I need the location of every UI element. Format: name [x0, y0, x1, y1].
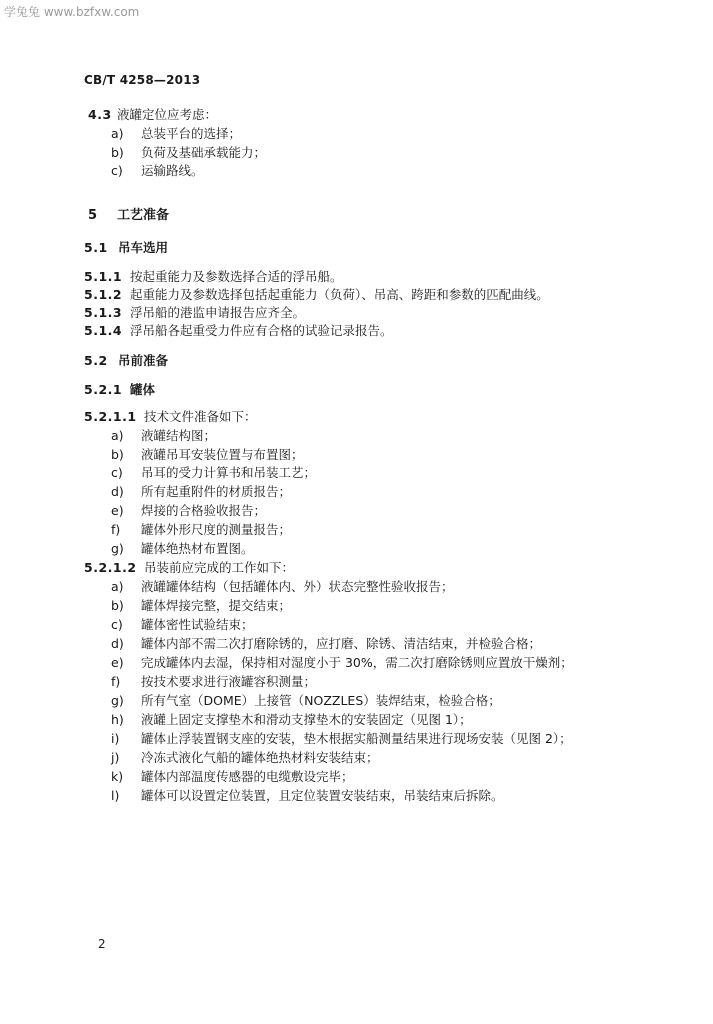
- list-item: [111, 503, 266, 519]
- list-item: [111, 712, 472, 728]
- item-label: k): [111, 769, 124, 784]
- section-5-2-heading: [84, 351, 168, 369]
- clause-text: 按起重能力及参数选择合适的浮吊船。: [130, 269, 343, 284]
- list-item: [111, 598, 291, 614]
- section-number: 5.2.1: [84, 382, 123, 397]
- list-item: [111, 693, 501, 709]
- item-label: b): [111, 447, 124, 462]
- clause-number: 5.2.1.1: [84, 409, 137, 424]
- list-item: [111, 750, 379, 766]
- list-item: [111, 617, 254, 633]
- list-item: [111, 163, 204, 179]
- item-label: b): [111, 598, 124, 613]
- item-label: f): [111, 522, 121, 537]
- list-item: [111, 484, 291, 500]
- clause-number: 4.3: [88, 107, 112, 122]
- clause-5-1-3: [84, 305, 305, 321]
- item-text: 所有气室（DOME）上接管（NOZZLES）装焊结束，检验合格；: [141, 693, 501, 708]
- item-label: i): [111, 731, 120, 746]
- list-item: [111, 126, 241, 142]
- item-text: 吊耳的受力计算书和吊装工艺；: [141, 465, 317, 480]
- clause-5-1-4: [84, 323, 393, 339]
- item-text: 负荷及基础承载能力；: [141, 145, 267, 160]
- item-label: h): [111, 712, 124, 727]
- item-label: f): [111, 674, 121, 689]
- section-number: 5.2: [84, 353, 108, 368]
- item-label: g): [111, 693, 124, 708]
- item-label: g): [111, 541, 124, 556]
- item-text: 罐体可以设置定位装置，且定位装置安装结束，吊装结束后拆除。: [141, 788, 504, 803]
- item-label: j): [111, 750, 120, 765]
- clause-number: 5.1.2: [84, 287, 123, 302]
- section-title: 罐体: [130, 382, 156, 397]
- list-item: [111, 465, 316, 481]
- section-5-heading: [88, 204, 169, 223]
- item-label: a): [111, 579, 124, 594]
- item-text: 液罐吊耳安装位置与布置图；: [141, 447, 304, 462]
- list-item: [111, 522, 291, 538]
- item-text: 按技术要求进行液罐容积测量；: [141, 674, 317, 689]
- clause-number: 5.1.3: [84, 305, 123, 320]
- item-text: 罐体焊接完整，提交结束；: [141, 598, 292, 613]
- section-number: 5: [88, 208, 98, 223]
- list-item: [111, 674, 316, 690]
- item-label: l): [111, 788, 120, 803]
- list-item: [111, 447, 304, 463]
- list-item: [111, 731, 572, 747]
- standard-code: CB/T 4258—2013: [84, 73, 201, 87]
- section-5-2-1-heading: [84, 380, 155, 398]
- clause-text: 液罐定位应考虑：: [117, 107, 218, 122]
- item-text: 液罐上固定支撑垫木和滑动支撑垫木的安装固定（见图 1）；: [141, 712, 472, 727]
- section-5-1-heading: [84, 238, 168, 256]
- clause-text: 起重能力及参数选择包括起重能力（负荷）、吊高、跨距和参数的匹配曲线。: [130, 287, 549, 302]
- item-text: 罐体绝热材布置图。: [141, 541, 254, 556]
- item-label: a): [111, 428, 124, 443]
- clause-5-2-1-1: [84, 409, 257, 425]
- list-item: [111, 579, 454, 595]
- clause-text: 浮吊船各起重受力件应有合格的试验记录报告。: [130, 323, 393, 338]
- section-title: 吊车选用: [118, 240, 169, 255]
- clause-text: 技术文件准备如下：: [144, 409, 257, 424]
- item-text: 冷冻式液化气船的罐体绝热材料安装结束；: [141, 750, 379, 765]
- section-title: 吊前准备: [118, 353, 169, 368]
- item-label: c): [111, 617, 123, 632]
- item-text: 罐体内部不需二次打磨除锈的，应打磨、除锈、清洁结束，并检验合格；: [141, 636, 542, 651]
- item-label: c): [111, 163, 123, 178]
- item-text: 液罐结构图；: [141, 428, 217, 443]
- item-text: 罐体内部温度传感器的电缆敷设完毕；: [141, 769, 354, 784]
- section-number: 5.1: [84, 240, 108, 255]
- item-text: 完成罐体内去湿，保持相对湿度小于 30%，需二次打磨除锈则应置放干燥剂；: [141, 655, 573, 670]
- list-item: [111, 655, 573, 671]
- item-label: e): [111, 655, 124, 670]
- item-label: c): [111, 465, 123, 480]
- item-text: 总装平台的选择；: [141, 126, 242, 141]
- item-text: 罐体外形尺度的测量报告；: [141, 522, 292, 537]
- list-item: [111, 769, 354, 785]
- clause-4-3: [88, 107, 217, 123]
- page-number: 2: [98, 937, 106, 951]
- item-text: 罐体止浮装置钢支座的安装，垫木根据实船测量结果进行现场安装（见图 2）；: [141, 731, 572, 746]
- clause-number: 5.1.4: [84, 323, 123, 338]
- item-label: b): [111, 145, 124, 160]
- section-title: 工艺准备: [117, 208, 170, 223]
- item-label: a): [111, 126, 124, 141]
- item-text: 焊接的合格验收报告；: [141, 503, 267, 518]
- item-label: d): [111, 636, 124, 651]
- watermark: 学兔兔 www.bzfxw.com: [4, 5, 140, 19]
- clause-5-2-1-2: [84, 560, 294, 576]
- item-label: d): [111, 484, 124, 499]
- clause-number: 5.1.1: [84, 269, 123, 284]
- item-text: 所有起重附件的材质报告；: [141, 484, 292, 499]
- clause-text: 浮吊船的港监申请报告应齐全。: [130, 305, 306, 320]
- list-item: [111, 636, 541, 652]
- item-text: 罐体密性试验结束；: [141, 617, 254, 632]
- item-text: 运输路线。: [141, 163, 204, 178]
- clause-number: 5.2.1.2: [84, 560, 137, 575]
- item-label: e): [111, 503, 124, 518]
- list-item: [111, 541, 254, 557]
- clause-text: 吊装前应完成的工作如下：: [144, 560, 295, 575]
- item-text: 液罐罐体结构（包括罐体内、外）状态完整性验收报告；: [141, 579, 454, 594]
- list-item: [111, 428, 216, 444]
- clause-5-1-1: [84, 269, 343, 285]
- list-item: [111, 145, 266, 161]
- list-item: [111, 788, 504, 804]
- clause-5-1-2: [84, 287, 549, 303]
